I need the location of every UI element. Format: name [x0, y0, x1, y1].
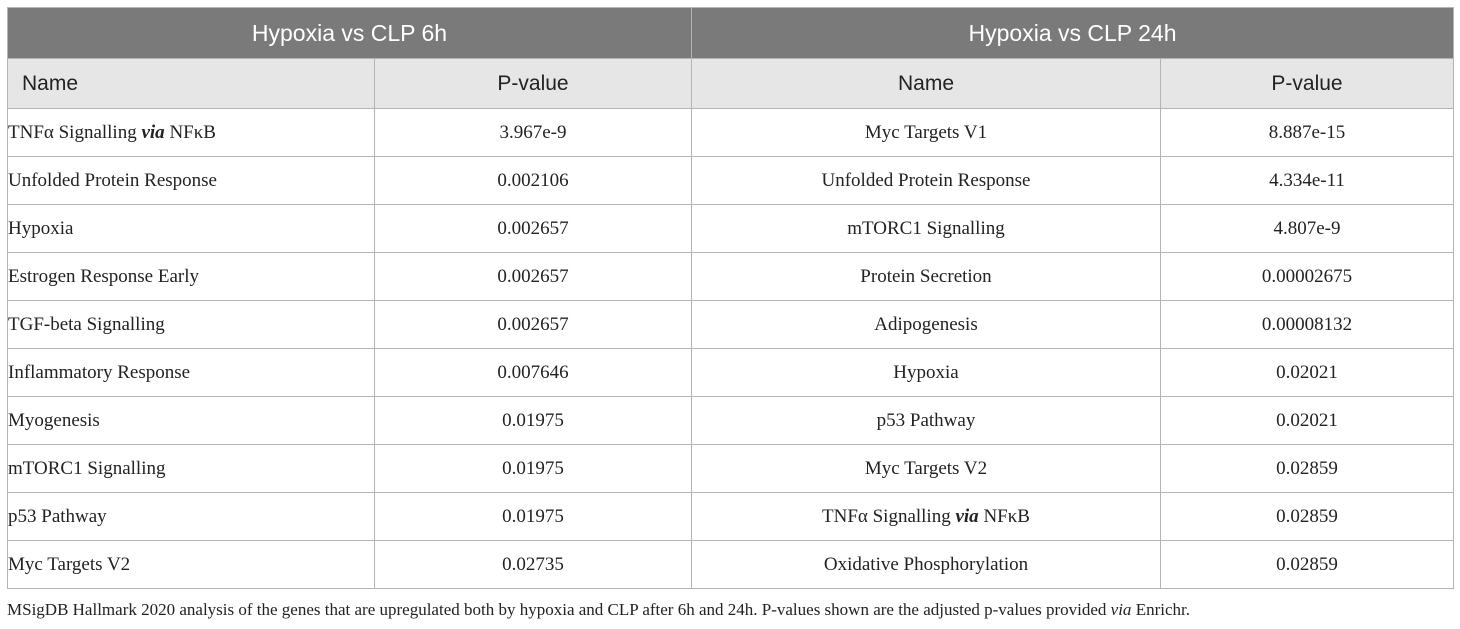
pathway-name: p53 Pathway: [876, 409, 976, 431]
pathway-name-cell: [692, 445, 1161, 493]
pathway-name-cell: [692, 157, 1161, 205]
pathway-name-cell: [692, 349, 1161, 397]
table-row: [8, 541, 1454, 589]
p-value-cell: 4.807e-9: [1161, 205, 1454, 253]
pathway-name-cell: [8, 349, 375, 397]
pathway-name: Myogenesis: [8, 409, 100, 431]
p-value-cell: 0.01975: [375, 493, 692, 541]
p-value-cell: 8.887e-15: [1161, 109, 1454, 157]
table-row: [8, 445, 1454, 493]
p-value-cell: 0.02021: [1161, 349, 1454, 397]
pathway-name: Hypoxia: [893, 361, 959, 383]
pathway-name: Myc Targets V1: [864, 121, 988, 143]
caption-text: MSigDB Hallmark 2020 analysis of the genes that are upregulated both by hypoxia and CLP after 6h and 24h. P-values shown are the adjusted p-values provided: [7, 600, 1111, 619]
pathway-name-cell: [8, 493, 375, 541]
pathway-name: Inflammatory Response: [8, 361, 191, 383]
pathway-name-cell: [8, 541, 375, 589]
column-header-name-6h: Name: [8, 59, 375, 109]
pathway-name: mTORC1 Signalling: [847, 217, 1005, 239]
pathway-name-tail: NFκB: [983, 505, 1030, 527]
table-row: [8, 397, 1454, 445]
p-value-cell: 0.007646: [375, 349, 692, 397]
p-value-cell: 0.01975: [375, 397, 692, 445]
group-header-24h: Hypoxia vs CLP 24h: [692, 8, 1454, 59]
p-value-cell: 0.02021: [1161, 397, 1454, 445]
column-header-pvalue-6h: P-value: [375, 59, 692, 109]
group-header-6h: Hypoxia vs CLP 6h: [8, 8, 692, 59]
caption-tail: Enrichr.: [1131, 600, 1190, 619]
pathway-name-cell: [692, 493, 1161, 541]
pathway-name: Estrogen Response Early: [8, 265, 200, 287]
pathway-name-cell: [8, 157, 375, 205]
table-row: [8, 205, 1454, 253]
p-value-cell: 0.002657: [375, 253, 692, 301]
pathway-name: Protein Secretion: [860, 265, 992, 287]
pathway-name-cell: [8, 205, 375, 253]
p-value-cell: 0.002657: [375, 301, 692, 349]
p-value-cell: 0.02735: [375, 541, 692, 589]
pathway-name-cell: [692, 109, 1161, 157]
pathway-name: Hypoxia: [8, 217, 74, 239]
group-header-row: [8, 8, 1454, 59]
pathway-name: p53 Pathway: [8, 505, 107, 527]
pathway-name: TGF-beta Signalling: [8, 313, 165, 335]
pathway-name-cell: [692, 541, 1161, 589]
pathway-name-cell: [8, 253, 375, 301]
column-header-pvalue-24h: P-value: [1161, 59, 1454, 109]
pathway-name-cell: [8, 301, 375, 349]
p-value-cell: 0.002657: [375, 205, 692, 253]
table-row: [8, 349, 1454, 397]
p-value-cell: 3.967e-9: [375, 109, 692, 157]
pathway-name: mTORC1 Signalling: [8, 457, 166, 479]
p-value-cell: 0.01975: [375, 445, 692, 493]
table-row: [8, 109, 1454, 157]
pathway-name: Unfolded Protein Response: [8, 169, 217, 191]
p-value-cell: 0.02859: [1161, 493, 1454, 541]
pathway-name-cell: [8, 109, 375, 157]
table-row: [8, 157, 1454, 205]
pathway-name: Myc Targets V2: [8, 553, 131, 575]
pathway-name-emphasis: via: [955, 505, 979, 527]
p-value-cell: 0.02859: [1161, 445, 1454, 493]
pathway-name: Myc Targets V2: [864, 457, 988, 479]
pathway-name: TNFα Signalling: [8, 121, 137, 143]
table-row: [8, 301, 1454, 349]
pathway-name-cell: [692, 253, 1161, 301]
pathway-name: Unfolded Protein Response: [821, 169, 1031, 191]
p-value-cell: 4.334e-11: [1161, 157, 1454, 205]
p-value-cell: 0.00002675: [1161, 253, 1454, 301]
pathway-name-tail: NFκB: [169, 121, 216, 143]
caption-emphasis: via: [1110, 600, 1132, 619]
pathway-name: Oxidative Phosphorylation: [823, 553, 1029, 575]
pathway-name-emphasis: via: [141, 121, 165, 143]
pathway-name-cell: [692, 205, 1161, 253]
p-value-cell: 0.02859: [1161, 541, 1454, 589]
results-table: [7, 7, 1454, 589]
table-row: [8, 493, 1454, 541]
pathway-name-cell: [8, 397, 375, 445]
pathway-name: TNFα Signalling: [822, 505, 951, 527]
column-header-row: [8, 59, 1454, 109]
table-body: [8, 109, 1454, 589]
table-row: [8, 253, 1454, 301]
pathway-name-cell: [692, 301, 1161, 349]
column-header-name-24h: Name: [692, 59, 1161, 109]
table-caption: [7, 600, 1457, 620]
p-value-cell: 0.00008132: [1161, 301, 1454, 349]
pathway-name-cell: [692, 397, 1161, 445]
pathway-name-cell: [8, 445, 375, 493]
pathway-name: Adipogenesis: [874, 313, 978, 335]
p-value-cell: 0.002106: [375, 157, 692, 205]
